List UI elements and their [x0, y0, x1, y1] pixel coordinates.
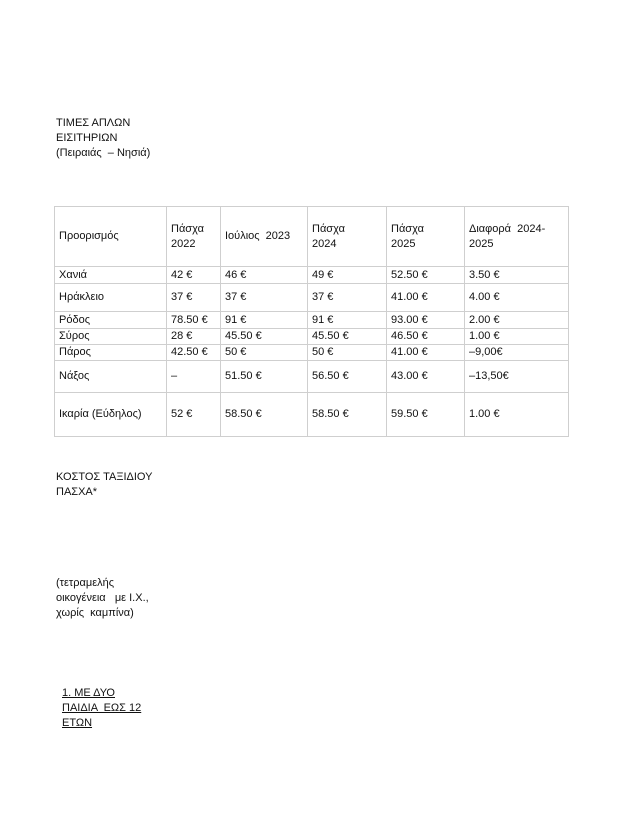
table-row — [55, 361, 569, 393]
table-row — [55, 329, 569, 345]
cell-value: –13,50€ — [465, 361, 569, 393]
fares-table — [54, 206, 569, 437]
title-line: ΕΙΣΙΤΗΡΙΩΝ — [56, 132, 118, 144]
cell-value: 42.50 € — [167, 345, 221, 361]
cell-value: 46.50 € — [387, 329, 465, 345]
header-easter-2024: Πάσχα 2024 — [308, 207, 387, 267]
cell-value: 49 € — [308, 267, 387, 284]
option-1-line: ΠΑΙΔΙΑ ΕΩΣ 12 — [62, 702, 142, 714]
cell-value: 58.50 € — [308, 393, 387, 437]
cell-value: 1.00 € — [465, 393, 569, 437]
cell-value: –9,00€ — [465, 345, 569, 361]
title-subtitle: (Πειραιάς – Νησιά) — [56, 147, 151, 159]
header-difference: Διαφορά 2024- 2025 — [465, 207, 569, 267]
cell-destination: Ρόδος — [55, 312, 167, 329]
option-1-line: 1. ΜΕ ΔΥΟ — [62, 687, 115, 699]
cell-destination: Χανιά — [55, 267, 167, 284]
cell-value: 3.50 € — [465, 267, 569, 284]
trip-cost-heading — [56, 470, 152, 500]
cell-value: 58.50 € — [221, 393, 308, 437]
title-line: ΤΙΜΕΣ ΑΠΛΩΝ — [56, 117, 131, 129]
cell-value: 37 € — [167, 284, 221, 312]
cell-value: 1.00 € — [465, 329, 569, 345]
table-row — [55, 312, 569, 329]
cell-value: 43.00 € — [387, 361, 465, 393]
cell-destination: Ικαρία (Εύδηλος) — [55, 393, 167, 437]
cell-value: 93.00 € — [387, 312, 465, 329]
cell-destination: Πάρος — [55, 345, 167, 361]
option-1-line: ΕΤΩΝ — [62, 717, 93, 729]
cell-value: 28 € — [167, 329, 221, 345]
family-note-line: οικογένεια με Ι.Χ., — [56, 592, 149, 604]
table-row — [55, 267, 569, 284]
cell-value: 51.50 € — [221, 361, 308, 393]
family-note — [56, 576, 149, 621]
table-header-row — [55, 207, 569, 267]
table-row — [55, 284, 569, 312]
header-easter-2025: Πάσχα 2025 — [387, 207, 465, 267]
cell-value: 52 € — [167, 393, 221, 437]
cell-value: 56.50 € — [308, 361, 387, 393]
header-july-2023: Ιούλιος 2023 — [221, 207, 308, 267]
cell-destination: Ηράκλειο — [55, 284, 167, 312]
cell-value: 91 € — [308, 312, 387, 329]
cell-value: 46 € — [221, 267, 308, 284]
cell-value: 45.50 € — [308, 329, 387, 345]
cell-destination: Σύρος — [55, 329, 167, 345]
table-row — [55, 393, 569, 437]
cell-value: 37 € — [221, 284, 308, 312]
trip-cost-line: ΚΟΣΤΟΣ ΤΑΞΙΔΙΟΥ — [56, 471, 153, 483]
cell-value: 4.00 € — [465, 284, 569, 312]
cell-value: 2.00 € — [465, 312, 569, 329]
family-note-line: χωρίς καμπίνα) — [56, 607, 134, 619]
table-row — [55, 345, 569, 361]
cell-value: 59.50 € — [387, 393, 465, 437]
page-title — [56, 116, 150, 161]
option-1-heading — [62, 686, 141, 731]
trip-cost-line: ΠΑΣΧΑ* — [56, 486, 98, 498]
cell-value: 45.50 € — [221, 329, 308, 345]
cell-value: 42 € — [167, 267, 221, 284]
header-easter-2022: Πάσχα 2022 — [167, 207, 221, 267]
cell-value: 41.00 € — [387, 345, 465, 361]
cell-value: 52.50 € — [387, 267, 465, 284]
cell-value: 37 € — [308, 284, 387, 312]
cell-value: 50 € — [308, 345, 387, 361]
cell-value: 50 € — [221, 345, 308, 361]
family-note-line: (τετραμελής — [56, 577, 115, 589]
cell-value: – — [167, 361, 221, 393]
cell-value: 91 € — [221, 312, 308, 329]
cell-destination: Νάξος — [55, 361, 167, 393]
cell-value: 78.50 € — [167, 312, 221, 329]
header-destination: Προορισμός — [55, 207, 167, 267]
cell-value: 41.00 € — [387, 284, 465, 312]
